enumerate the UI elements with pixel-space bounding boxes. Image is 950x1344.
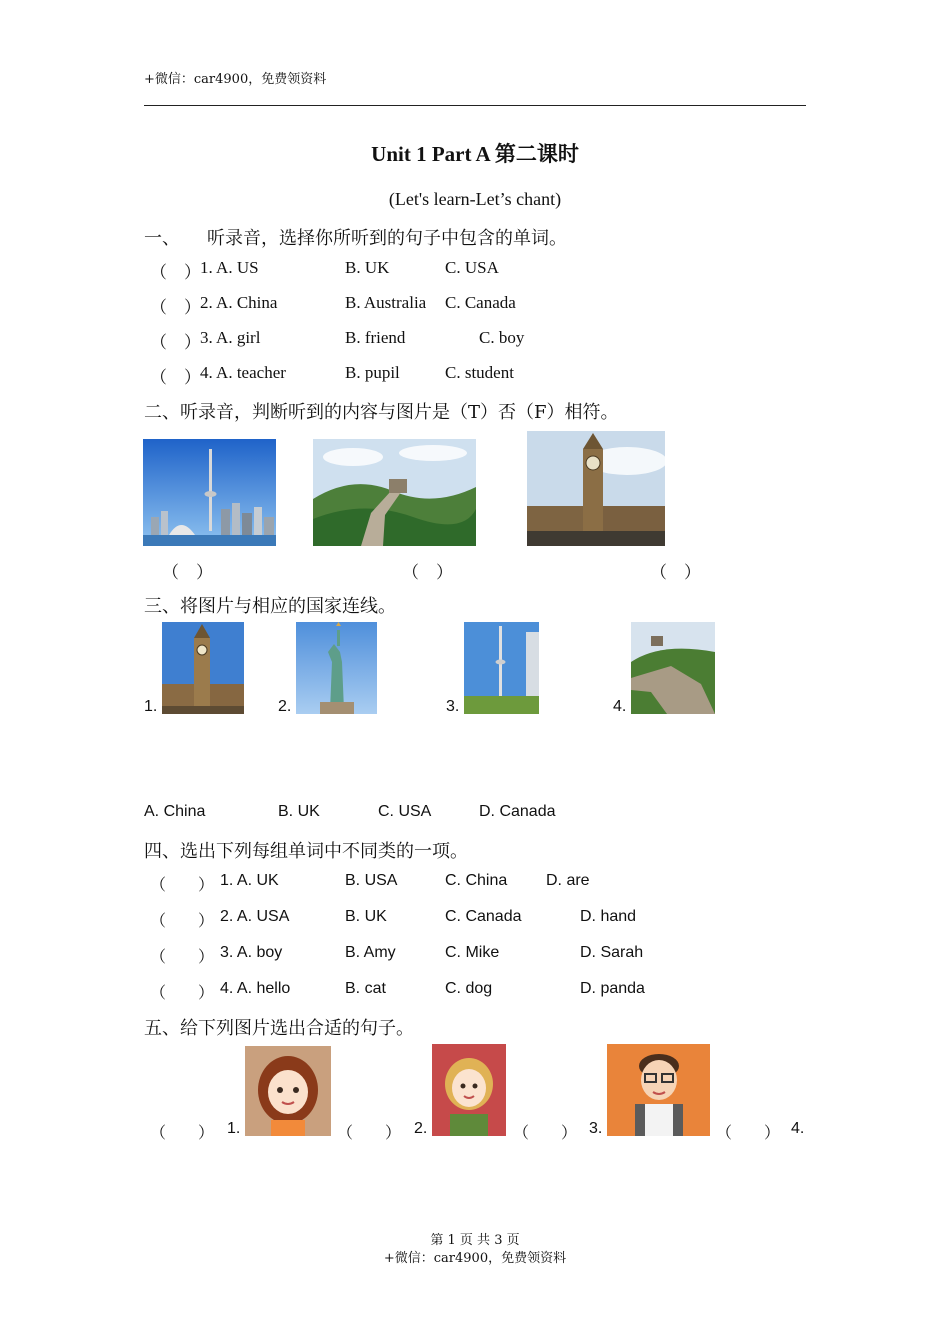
section2-heading: 二、听录音，判断听到的内容与图片是（T）否（F）相符。 [144,402,619,423]
s4-item2-c: C. Canada [445,908,522,925]
s1-item1-c: C. USA [445,258,499,277]
s4-item1-bracket: （ ） [150,877,215,894]
s1-item1-bracket: （ ） [150,263,201,282]
section1-heading: 一、 听录音，选择你所听到的句子中包含的单词。 [144,228,567,249]
page-subtitle: (Let's learn-Let’s chant) [388,189,562,209]
big-ben-photo-small [162,622,244,714]
s4-item4-c: C. dog [445,980,493,997]
s5-item4-num: 4. [791,1120,805,1137]
s5-item2-num: 2. [414,1120,428,1137]
s1-item4-b: B. pupil [345,363,400,382]
s5-item2-bracket: （ ） [337,1125,402,1142]
s1-item2-bracket: （ ） [150,298,201,317]
s1-item4-bracket: （ ） [150,368,201,387]
s4-item2-bracket: （ ） [150,913,215,930]
s3-label-1: 1. [144,698,158,715]
s4-item3-b: B. Amy [345,944,396,961]
page-number: 第 1 页 共 3 页 [430,1233,520,1248]
footer-watermark: +微信：car4900，免费领资料 [383,1251,567,1266]
s4-item3-c: C. Mike [445,944,500,961]
s4-item2-d: D. hand [580,908,637,925]
s5-item3-num: 3. [589,1120,603,1137]
s1-item1-a: 1. A. US [200,258,259,277]
s2-bracket-3: （ ） [650,563,701,582]
great-wall-photo-small [631,622,715,714]
s5-item1-bracket: （ ） [150,1125,215,1142]
s3-label-2: 2. [278,698,292,715]
toronto-cn-tower-photo [143,439,276,546]
s5-item3-bracket: （ ） [513,1125,578,1142]
s4-item3-d: D. Sarah [580,944,644,961]
s3-country-d: D. Canada [479,803,556,820]
s4-item4-a: 4. A. hello [220,980,291,997]
s2-bracket-2: （ ） [402,563,453,582]
page-title: Unit 1 Part A 第二课时 [371,142,579,166]
s1-item3-bracket: （ ） [150,333,201,352]
s1-item4-a: 4. A. teacher [200,363,286,382]
s3-label-4: 4. [613,698,627,715]
s1-item3-b: B. friend [345,328,406,347]
s3-country-b: B. UK [278,803,320,820]
statue-of-liberty-photo [296,622,377,714]
s1-item2-b: B. Australia [345,293,427,312]
s1-item1-b: B. UK [345,258,390,277]
s4-item1-a: 1. A. UK [220,872,279,889]
big-ben-photo [527,431,665,546]
s3-country-a: A. China [144,803,206,820]
s4-item4-d: D. panda [580,980,645,997]
s1-item3-c: C. boy [479,328,525,347]
cn-tower-photo [464,622,539,714]
header-divider [144,105,806,106]
s1-item3-a: 3. A. girl [200,328,261,347]
s1-item4-c: C. student [445,363,514,382]
s4-item3-bracket: （ ） [150,949,215,966]
s4-item2-b: B. UK [345,908,387,925]
s1-item2-a: 2. A. China [200,293,278,312]
section4-heading: 四、选出下列每组单词中不同类的一项。 [144,841,468,862]
s4-item1-c: C. China [445,872,508,889]
s4-item3-a: 3. A. boy [220,944,283,961]
s1-item2-c: C. Canada [445,293,516,312]
s4-item4-bracket: （ ） [150,985,215,1002]
girl-cartoon-2 [432,1044,506,1136]
header-watermark: +微信：car4900，免费领资料 [144,72,327,87]
boy-cartoon-glasses [607,1044,710,1136]
s3-country-c: C. USA [378,803,432,820]
s5-item1-num: 1. [227,1120,241,1137]
s3-label-3: 3. [446,698,460,715]
section5-heading: 五、给下列图片选出合适的句子。 [144,1018,414,1039]
girl-cartoon-1 [245,1046,331,1136]
s4-item2-a: 2. A. USA [220,908,290,925]
great-wall-photo [313,439,476,546]
s2-bracket-1: （ ） [162,563,213,582]
s5-item4-bracket: （ ） [716,1125,781,1142]
s4-item1-d: D. are [546,872,590,889]
section3-heading: 三、将图片与相应的国家连线。 [144,596,396,617]
s4-item1-b: B. USA [345,872,398,889]
s4-item4-b: B. cat [345,980,386,997]
